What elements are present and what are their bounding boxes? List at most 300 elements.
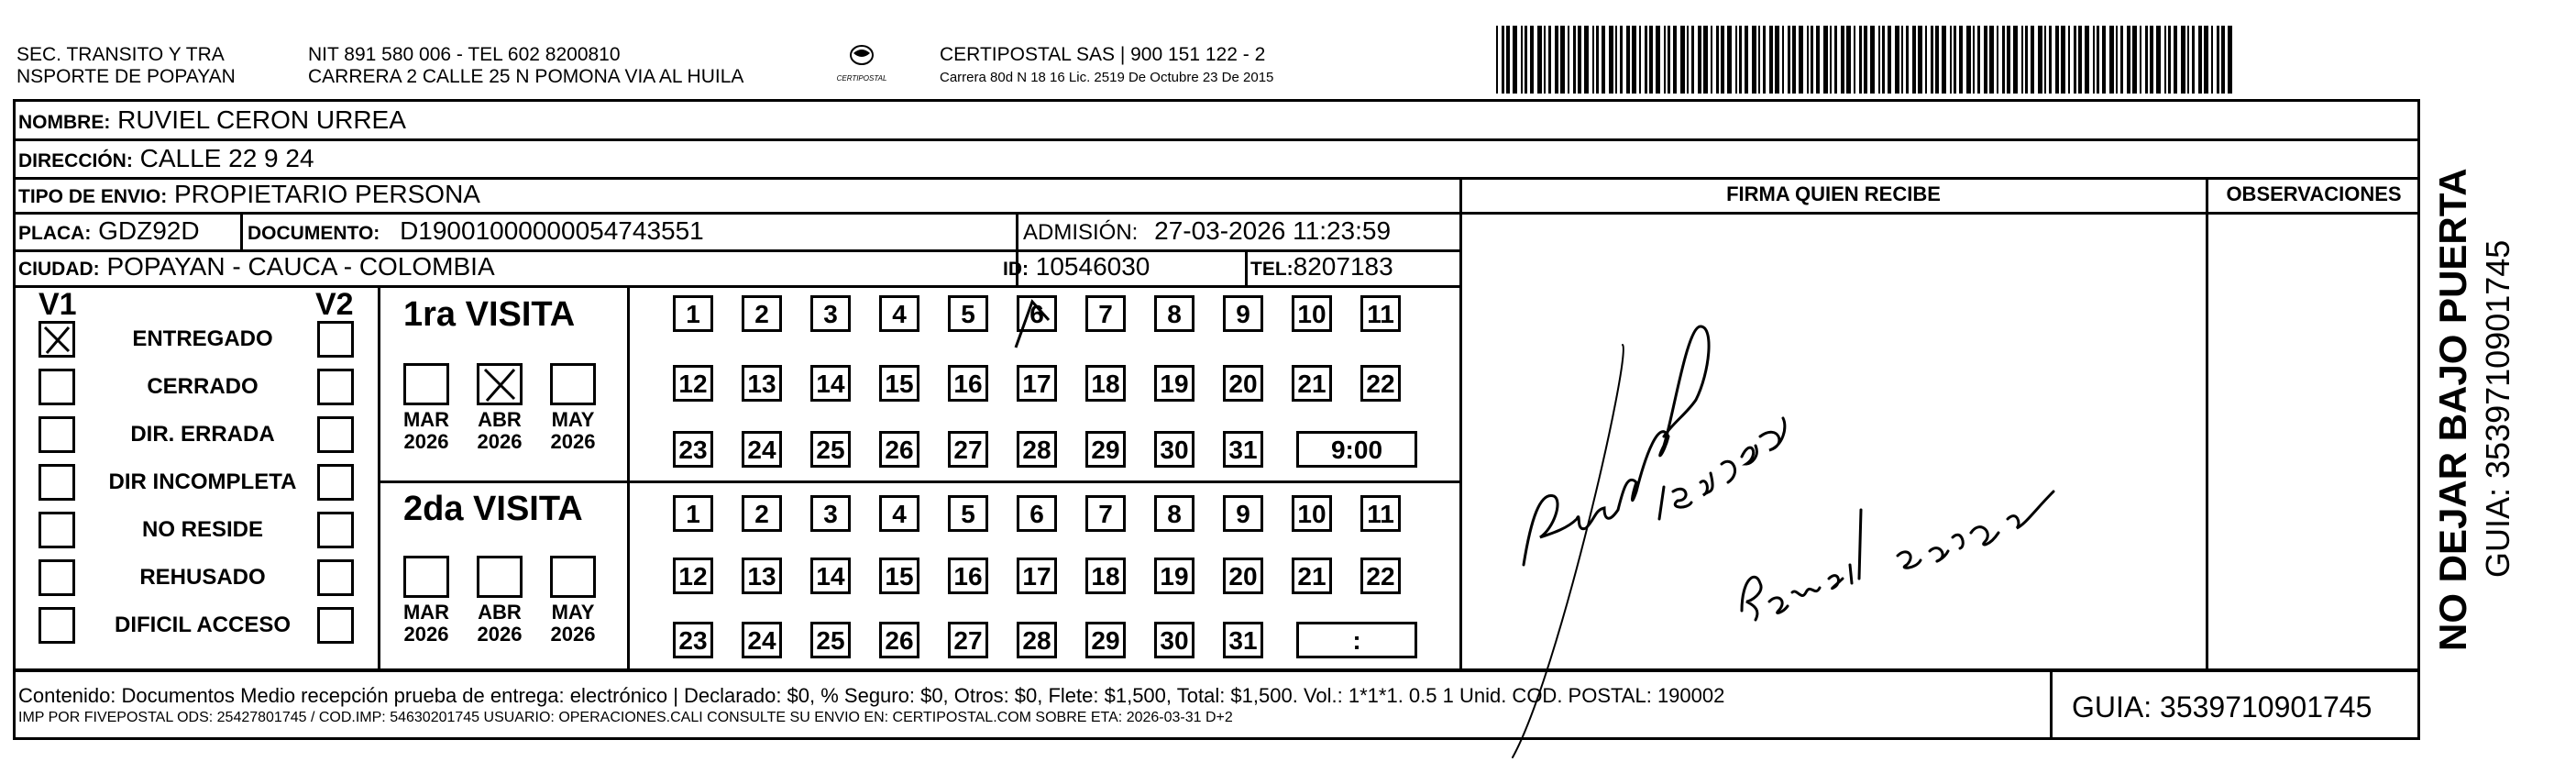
barcode-bar <box>1973 26 1975 94</box>
day-box[interactable] <box>742 431 782 468</box>
barcode-bar <box>1727 26 1732 94</box>
day-number: 19 <box>1160 562 1189 591</box>
barcode-bar <box>1966 26 1971 94</box>
day-box[interactable] <box>879 431 919 468</box>
barcode-bar <box>2228 26 2232 94</box>
org-line2: NSPORTE DE POPAYAN <box>17 66 236 87</box>
day-box[interactable] <box>1223 365 1263 402</box>
day-box[interactable] <box>1154 295 1194 332</box>
month-label: MAY 2026 <box>550 408 596 453</box>
barcode-bar <box>1691 26 1694 94</box>
day-number: 26 <box>885 436 914 464</box>
day-box[interactable] <box>1085 495 1126 532</box>
barcode-bar <box>1823 26 1828 94</box>
day-box[interactable] <box>1292 495 1332 532</box>
day-number: 25 <box>816 626 845 655</box>
day-box[interactable] <box>879 622 919 658</box>
barcode-bar <box>1568 26 1569 94</box>
day-box[interactable] <box>742 295 782 332</box>
day-number: 3 <box>823 300 838 328</box>
nombre-value: RUVIEL CERON URREA <box>117 105 406 134</box>
day-box[interactable] <box>673 495 713 532</box>
documento-label: DOCUMENTO: <box>248 223 380 244</box>
barcode-bar <box>2007 26 2010 94</box>
status-v1-checkbox[interactable] <box>39 416 75 453</box>
barcode-bar <box>1680 26 1685 94</box>
barcode-bar <box>1721 26 1724 94</box>
day-box[interactable] <box>1085 295 1126 332</box>
barcode-bar <box>1537 26 1542 94</box>
footer-guia: GUIA: 3539710901745 <box>2072 690 2372 723</box>
day-box[interactable] <box>742 365 782 402</box>
day-number: 7 <box>1098 300 1113 328</box>
barcode-bar <box>1639 26 1641 94</box>
tipo-label: TIPO DE ENVIO: <box>18 186 168 207</box>
barcode-bar <box>1656 26 1660 94</box>
day-number: 31 <box>1228 626 1258 655</box>
org-name <box>17 44 236 88</box>
day-number: 21 <box>1297 370 1327 398</box>
nombre-label: NOMBRE: <box>18 112 111 133</box>
day-number: 14 <box>816 562 845 591</box>
tel-value: 8207183 <box>1293 252 1393 281</box>
barcode-bar <box>2074 26 2076 94</box>
barcode-bar <box>2061 26 2065 94</box>
barcode-bar <box>2198 26 2202 94</box>
day-number: 20 <box>1228 562 1258 591</box>
status-v2-checkbox[interactable] <box>317 607 354 644</box>
status-v2-checkbox[interactable] <box>317 512 354 548</box>
company-line: CERTIPOSTAL SAS | 900 151 122 - 2 <box>940 44 1266 65</box>
day-box[interactable] <box>948 365 988 402</box>
barcode-bar <box>2156 26 2161 94</box>
barcode-bar <box>1775 26 1779 94</box>
tipo-value: PROPIETARIO PERSONA <box>173 180 480 208</box>
day-box[interactable] <box>948 622 988 658</box>
barcode-bar <box>1906 26 1909 94</box>
barcode-bar <box>1584 26 1589 94</box>
barcode-bar <box>2164 26 2166 94</box>
day-number: 26 <box>885 626 914 655</box>
day-box[interactable] <box>1223 431 1263 468</box>
barcode-bar <box>2211 26 2213 94</box>
footer-contenido: Contenido: Documentos Medio recepción prueba de entrega: electrónico | Declarado: $0, % Seguro: $0, Otros: $0, Flete: $1,500, Total: $1,500. Vol.: 1*1*1. 0.5 1 Unid. COD. POSTAL: 190002 <box>18 684 1725 707</box>
barcode-bar <box>1544 26 1546 94</box>
barcode-bar <box>2044 26 2046 94</box>
placa-value: GDZ92D <box>98 216 200 245</box>
day-box[interactable] <box>1154 622 1194 658</box>
day-box[interactable] <box>1085 558 1126 594</box>
barcode-bar <box>2127 26 2130 94</box>
barcode-bar <box>2038 26 2042 94</box>
day-number: 1 <box>686 300 700 328</box>
month-checkbox[interactable] <box>477 556 523 598</box>
barcode-bar <box>1959 26 1963 94</box>
day-number: 24 <box>747 626 776 655</box>
day-box[interactable] <box>1360 558 1401 594</box>
day-number: 21 <box>1297 562 1327 591</box>
barcode-bar <box>1816 26 1820 94</box>
day-box[interactable] <box>1017 622 1057 658</box>
barcode-bar <box>1931 26 1933 94</box>
barcode-bar <box>1555 26 1558 94</box>
barcode-bar <box>2049 26 2052 94</box>
day-number: 8 <box>1167 300 1182 328</box>
documento-row <box>248 217 704 248</box>
day-number: 25 <box>816 436 845 464</box>
barcode-bar <box>2174 26 2177 94</box>
barcode-bar <box>1878 26 1880 94</box>
barcode-bar <box>1668 26 1670 94</box>
barcode-bar <box>1901 26 1903 94</box>
day-box[interactable] <box>1360 495 1401 532</box>
barcode-bar <box>1859 26 1862 94</box>
day-box[interactable] <box>810 495 851 532</box>
first-visit-title: 1ra VISITA <box>403 295 576 334</box>
month-checkbox[interactable] <box>550 363 596 405</box>
month-label: MAR 2026 <box>402 408 450 453</box>
direccion-label: DIRECCIÓN: <box>18 150 133 171</box>
barcode-bar <box>1977 26 1980 94</box>
day-box[interactable] <box>673 431 713 468</box>
company-addr: Carrera 80d N 18 16 Lic. 2519 De Octubre 23 De 2015 <box>940 70 1274 85</box>
barcode-bar <box>1615 26 1617 94</box>
admision-row <box>1023 217 1391 247</box>
day-box[interactable] <box>810 431 851 468</box>
tel-label: TEL: <box>1250 259 1294 280</box>
status-label: ENTREGADO <box>132 326 273 351</box>
status-v1-checkbox[interactable] <box>39 559 75 596</box>
day-box[interactable] <box>1017 558 1057 594</box>
day-box[interactable] <box>1017 431 1057 468</box>
barcode-bar <box>1758 26 1760 94</box>
time-box[interactable]: 9:00 <box>1296 431 1417 468</box>
barcode-bar <box>2109 26 2114 94</box>
month-checkbox[interactable] <box>550 556 596 598</box>
day-number: 23 <box>678 626 708 655</box>
day-box[interactable] <box>1154 431 1194 468</box>
observaciones-label: OBSERVACIONES <box>2226 182 2402 205</box>
barcode-bar <box>1548 26 1551 94</box>
day-box[interactable] <box>948 295 988 332</box>
barcode-bar <box>2013 26 2018 94</box>
nit-line: NIT 891 580 006 - TEL 602 8200810 <box>308 44 621 65</box>
barcode-bar <box>2120 26 2123 94</box>
barcode-bar <box>2132 26 2137 94</box>
barcode-bar <box>2187 26 2189 94</box>
day-number: 15 <box>885 370 914 398</box>
admision-value: 27-03-2026 11:23:59 <box>1154 216 1392 245</box>
barcode-bar <box>1918 26 1922 94</box>
status-v2-checkbox[interactable] <box>317 416 354 453</box>
v1-label: V1 <box>39 287 77 322</box>
status-v1-checkbox[interactable] <box>39 369 75 405</box>
day-number: 27 <box>953 436 983 464</box>
month-label: ABR 2026 <box>477 601 523 646</box>
day-number: 10 <box>1297 300 1327 328</box>
day-box[interactable] <box>879 365 919 402</box>
day-box[interactable] <box>1154 558 1194 594</box>
v2-label: V2 <box>315 287 354 322</box>
barcode-bar <box>1525 26 1527 94</box>
footer-imp: IMP POR FIVEPOSTAL ODS: 25427801745 / COD.IMP: 54630201745 USUARIO: OPERACIONES.CALI CONSULTE SU ENVIO EN: CERTIPOSTAL.COM SOBRE ETA: 2026-03-31 D+2 <box>18 710 1233 725</box>
day-box[interactable] <box>1017 495 1057 532</box>
tipo-row <box>18 181 480 211</box>
day-box[interactable] <box>1223 622 1263 658</box>
barcode-bar <box>1870 26 1875 94</box>
day-number: 19 <box>1160 370 1189 398</box>
day-number: 2 <box>754 500 769 528</box>
barcode-bar <box>2145 26 2148 94</box>
ciudad-value: POPAYAN - CAUCA - COLOMBIA <box>106 252 495 281</box>
day-box[interactable] <box>810 295 851 332</box>
barcode-bar <box>1752 26 1756 94</box>
barcode-bar <box>1834 26 1837 94</box>
day-box[interactable] <box>673 558 713 594</box>
day-number: 12 <box>678 562 708 591</box>
status-label: CERRADO <box>147 374 259 399</box>
barcode-bar <box>1997 26 1998 94</box>
day-box[interactable] <box>742 558 782 594</box>
day-number: 13 <box>747 562 776 591</box>
barcode-bar <box>2217 26 2219 94</box>
barcode-bar <box>1521 26 1523 94</box>
time-box[interactable]: : <box>1296 622 1417 658</box>
day-number: 7 <box>1098 500 1113 528</box>
day-number: 16 <box>953 562 983 591</box>
day-number: 3 <box>823 500 838 528</box>
barcode-bar <box>2140 26 2141 94</box>
day-box[interactable] <box>1223 295 1263 332</box>
day-box[interactable] <box>742 622 782 658</box>
certipostal-logo <box>830 37 894 88</box>
admision-label: ADMISIÓN: <box>1023 220 1139 245</box>
status-v2-checkbox[interactable] <box>317 559 354 596</box>
direccion-value: CALLE 22 9 24 <box>139 144 314 172</box>
day-number: 28 <box>1022 436 1051 464</box>
day-number: 31 <box>1228 436 1258 464</box>
month-checkbox[interactable] <box>477 363 523 405</box>
day-box[interactable] <box>879 295 919 332</box>
barcode-bar <box>1925 26 1927 94</box>
day-number: 29 <box>1091 436 1120 464</box>
status-v1-checkbox[interactable] <box>39 607 75 644</box>
barcode-bar <box>1745 26 1748 94</box>
barcode-bar <box>2116 26 2118 94</box>
day-number: 22 <box>1366 562 1395 591</box>
barcode-bar <box>2031 26 2034 94</box>
barcode-bar <box>1698 26 1701 94</box>
day-number: 11 <box>1367 500 1394 528</box>
day-number: 11 <box>1367 300 1394 328</box>
month-checkbox[interactable] <box>403 363 449 405</box>
day-box[interactable] <box>810 622 851 658</box>
day-box[interactable] <box>948 558 988 594</box>
barcode-bar <box>1578 26 1581 94</box>
ciudad-label: CIUDAD: <box>18 259 100 280</box>
day-number: 30 <box>1160 626 1189 655</box>
barcode-bar <box>1502 26 1504 94</box>
day-number: 5 <box>961 300 975 328</box>
no-dejar-text: NO DEJAR BAJO PUERTA <box>2431 168 2474 651</box>
placa-row <box>18 217 200 248</box>
barcode-bar <box>1496 26 1498 94</box>
barcode-bar <box>2150 26 2153 94</box>
day-number: 22 <box>1366 370 1395 398</box>
day-box[interactable] <box>1223 558 1263 594</box>
day-number: 27 <box>953 626 983 655</box>
status-label: REHUSADO <box>139 565 266 590</box>
direccion-row <box>18 145 314 175</box>
day-number: 2 <box>754 300 769 328</box>
month-checkbox[interactable] <box>403 556 449 598</box>
barcode-bar <box>1620 26 1623 94</box>
day-number: 24 <box>747 436 776 464</box>
id-value: 10546030 <box>1035 252 1150 281</box>
day-box[interactable] <box>1017 365 1057 402</box>
day-box[interactable] <box>1085 431 1126 468</box>
day-box[interactable] <box>673 295 713 332</box>
day-number: 18 <box>1091 370 1120 398</box>
day-box[interactable] <box>948 495 988 532</box>
day-number: 4 <box>892 500 907 528</box>
status-v1-checkbox[interactable] <box>39 464 75 501</box>
day-number: 1 <box>686 500 700 528</box>
org-contact <box>308 44 743 88</box>
day-number: 5 <box>961 500 975 528</box>
barcode-bar <box>2168 26 2171 94</box>
status-v2-checkbox[interactable] <box>317 464 354 501</box>
day-number: 6 <box>1029 500 1044 528</box>
day-box[interactable] <box>1360 295 1401 332</box>
day-box[interactable] <box>742 495 782 532</box>
barcode-bar <box>1530 26 1534 94</box>
day-box[interactable] <box>879 495 919 532</box>
barcode-bar <box>1664 26 1666 94</box>
month-label: MAY 2026 <box>550 601 596 646</box>
barcode-bar <box>1935 26 1939 94</box>
barcode-bar <box>2055 26 2059 94</box>
barcode-bar <box>1942 26 1946 94</box>
day-number: 15 <box>885 562 914 591</box>
org-line1: SEC. TRANSITO Y TRA <box>17 44 225 65</box>
day-box[interactable] <box>810 365 851 402</box>
day-box[interactable] <box>1085 365 1126 402</box>
barcode-bar <box>1846 26 1851 94</box>
day-box[interactable] <box>948 431 988 468</box>
day-number: 9 <box>1236 500 1250 528</box>
day-number: 16 <box>953 370 983 398</box>
barcode-bar <box>1912 26 1916 94</box>
barcode-bar <box>1687 26 1689 94</box>
day-number: 9 <box>1236 300 1250 328</box>
day-number: 17 <box>1022 370 1051 398</box>
day-number: 29 <box>1091 626 1120 655</box>
barcode-bar <box>2025 26 2028 94</box>
barcode-bar <box>1649 26 1653 94</box>
barcode-bar <box>1950 26 1952 94</box>
barcode-bar <box>1645 26 1647 94</box>
address-line: CARRERA 2 CALLE 25 N POMONA VIA AL HUILA <box>308 66 744 87</box>
barcode-bar <box>1560 26 1565 94</box>
barcode-bar <box>1592 26 1594 94</box>
day-box[interactable] <box>1360 365 1401 402</box>
status-label: DIFICIL ACCESO <box>114 613 291 637</box>
barcode-bar <box>2097 26 2099 94</box>
company-info <box>940 44 1265 66</box>
day-box[interactable] <box>1154 495 1194 532</box>
day-box[interactable] <box>1223 495 1263 532</box>
barcode-bar <box>1882 26 1885 94</box>
side-guia: GUIA: 3539710901745 <box>2479 239 2516 578</box>
barcode-bar <box>1811 26 1813 94</box>
day-box[interactable] <box>1085 622 1126 658</box>
day-box[interactable] <box>879 558 919 594</box>
placa-label: PLACA: <box>18 223 92 244</box>
month-label: ABR 2026 <box>477 408 523 453</box>
status-v2-checkbox[interactable] <box>317 321 354 358</box>
barcode-bar <box>2204 26 2208 94</box>
barcode-bar <box>2002 26 2005 94</box>
status-v1-checkbox[interactable] <box>39 512 75 548</box>
svg-text:CERTIPOSTAL: CERTIPOSTAL <box>836 74 887 83</box>
barcode-bar <box>1513 26 1517 94</box>
day-box[interactable] <box>1292 295 1332 332</box>
day-box[interactable] <box>673 622 713 658</box>
barcode-bar <box>1799 26 1803 94</box>
signature-area <box>1467 216 2200 666</box>
day-number: 23 <box>678 436 708 464</box>
day-box[interactable] <box>1154 365 1194 402</box>
barcode-bar <box>1864 26 1867 94</box>
day-number: 10 <box>1297 500 1327 528</box>
ciudad-row <box>18 253 495 283</box>
barcode-bar <box>1596 26 1599 94</box>
day-box[interactable] <box>1292 365 1332 402</box>
status-label: DIR INCOMPLETA <box>108 469 297 494</box>
day-number: 20 <box>1228 370 1258 398</box>
barcode-bar <box>1792 26 1796 94</box>
id-row <box>1003 253 1150 283</box>
barcode-bar <box>1989 26 1994 94</box>
day-box[interactable] <box>673 365 713 402</box>
barcode-bar <box>2085 26 2089 94</box>
barcode-bar <box>1609 26 1613 94</box>
day-box[interactable] <box>1017 295 1057 332</box>
day-number: 12 <box>678 370 708 398</box>
firma-label: FIRMA QUIEN RECIBE <box>1726 182 1941 205</box>
barcode-bar <box>1984 26 1987 94</box>
barcode-bar <box>1703 26 1708 94</box>
id-label: ID: <box>1003 259 1029 280</box>
barcode-bar <box>1841 26 1844 94</box>
barcode-bar <box>1573 26 1576 94</box>
month-label: MAR 2026 <box>402 601 450 646</box>
tel-row <box>1250 253 1393 283</box>
day-number: 28 <box>1022 626 1051 655</box>
barcode-bar <box>1782 26 1784 94</box>
day-box[interactable] <box>1292 558 1332 594</box>
barcode-bar <box>1788 26 1790 94</box>
barcode-bar <box>1735 26 1737 94</box>
barcode-bar <box>1888 26 1891 94</box>
status-v1-checkbox[interactable] <box>39 321 75 358</box>
day-box[interactable] <box>810 558 851 594</box>
status-label: NO RESIDE <box>141 517 264 542</box>
barcode-bar <box>1854 26 1855 94</box>
status-v2-checkbox[interactable] <box>317 369 354 405</box>
day-number: 14 <box>816 370 845 398</box>
